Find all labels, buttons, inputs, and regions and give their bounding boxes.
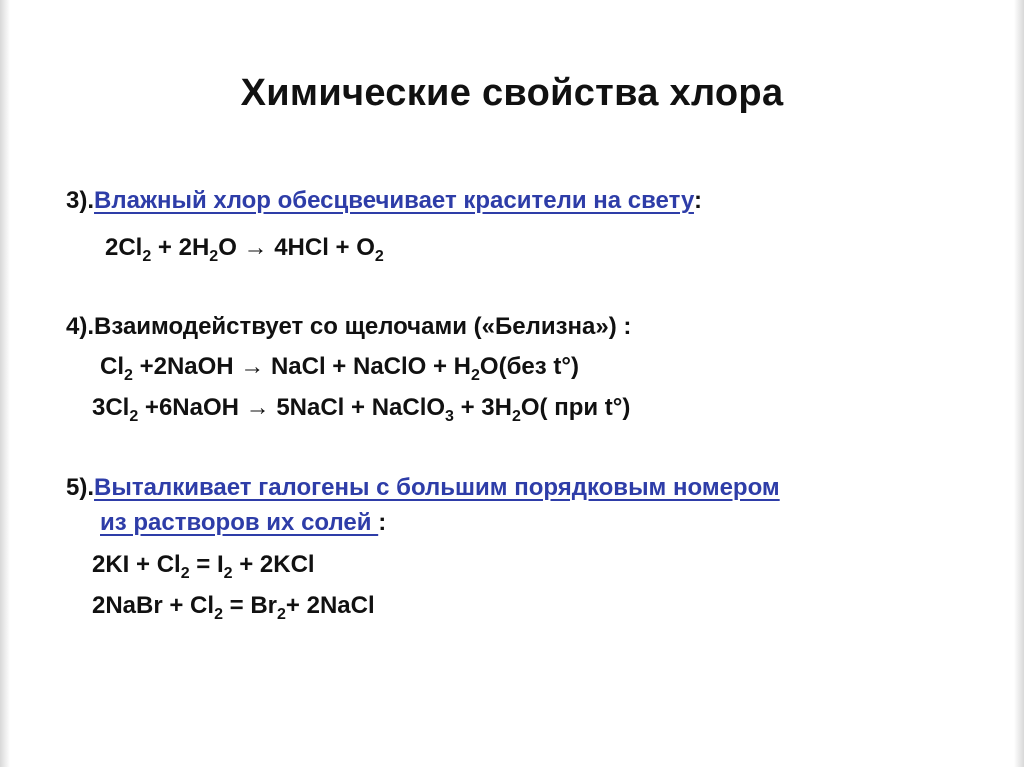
eq-subscript: 2 [471, 367, 480, 384]
eq-part: = I [189, 551, 224, 578]
section-3-number: 3). [66, 187, 95, 214]
section-5-heading-line2 [100, 508, 386, 538]
section-4-heading: 4).Взаимодействует со щелочами («Белизна») : [66, 313, 632, 340]
eq-subscript: 2 [214, 606, 223, 623]
left-edge-shade [0, 0, 10, 767]
eq-subscript: 2 [511, 408, 521, 425]
eq-part: +6NaOH → 5NaCl + NaClO [138, 394, 446, 421]
eq-subscript: 2 [142, 248, 152, 265]
section-5-heading [66, 473, 780, 503]
eq-part: + 2H [151, 234, 210, 261]
eq-subscript: 2 [129, 408, 139, 425]
eq-part: = Br [222, 592, 277, 619]
eq-part: 2NaBr + Cl [92, 592, 215, 619]
section-3-link[interactable]: Влажный хлор обесцвечивает красители на свету [94, 187, 694, 214]
equation-ki [92, 550, 315, 580]
equation-naoh-cold [100, 352, 579, 382]
eq-subscript: 2 [209, 248, 219, 265]
eq-subscript: 3 [445, 408, 454, 425]
eq-subscript: 2 [180, 565, 190, 582]
eq-part: Cl [100, 353, 124, 380]
eq-part: 2KI + Cl [92, 551, 181, 578]
section-5-colon: : [378, 509, 387, 536]
section-5-link-line1[interactable]: Выталкивает галогены с большим порядковым номером [94, 474, 780, 501]
eq-subscript: 2 [223, 565, 233, 582]
right-edge-shade [1014, 0, 1024, 767]
eq-part: + 2KCl [232, 551, 315, 578]
eq-part: O( при t°) [520, 394, 631, 421]
section-5-number: 5). [66, 474, 95, 501]
eq-subscript: 2 [277, 606, 286, 623]
eq-subscript: 2 [374, 248, 384, 265]
eq-part: O(без t°) [479, 353, 579, 380]
eq-part: +2NaOH → NaCl + NaClO + H [132, 353, 472, 380]
eq-part: 2Cl [105, 234, 143, 261]
eq-subscript: 2 [124, 367, 133, 384]
equation-naoh-hot [92, 393, 630, 423]
eq-part: + 2NaCl [285, 592, 375, 619]
eq-part: O → 4HCl + O [218, 234, 375, 261]
slide-title: Химические свойства хлора [240, 72, 784, 114]
equation-chlorine-water [105, 233, 384, 263]
section-3-colon: : [693, 187, 702, 214]
equation-nabr [92, 591, 375, 621]
eq-part: 3Cl [92, 394, 130, 421]
section-5-link-line2[interactable]: из растворов их солей [100, 509, 379, 536]
eq-part: + 3H [453, 394, 512, 421]
section-3-heading [66, 186, 702, 216]
